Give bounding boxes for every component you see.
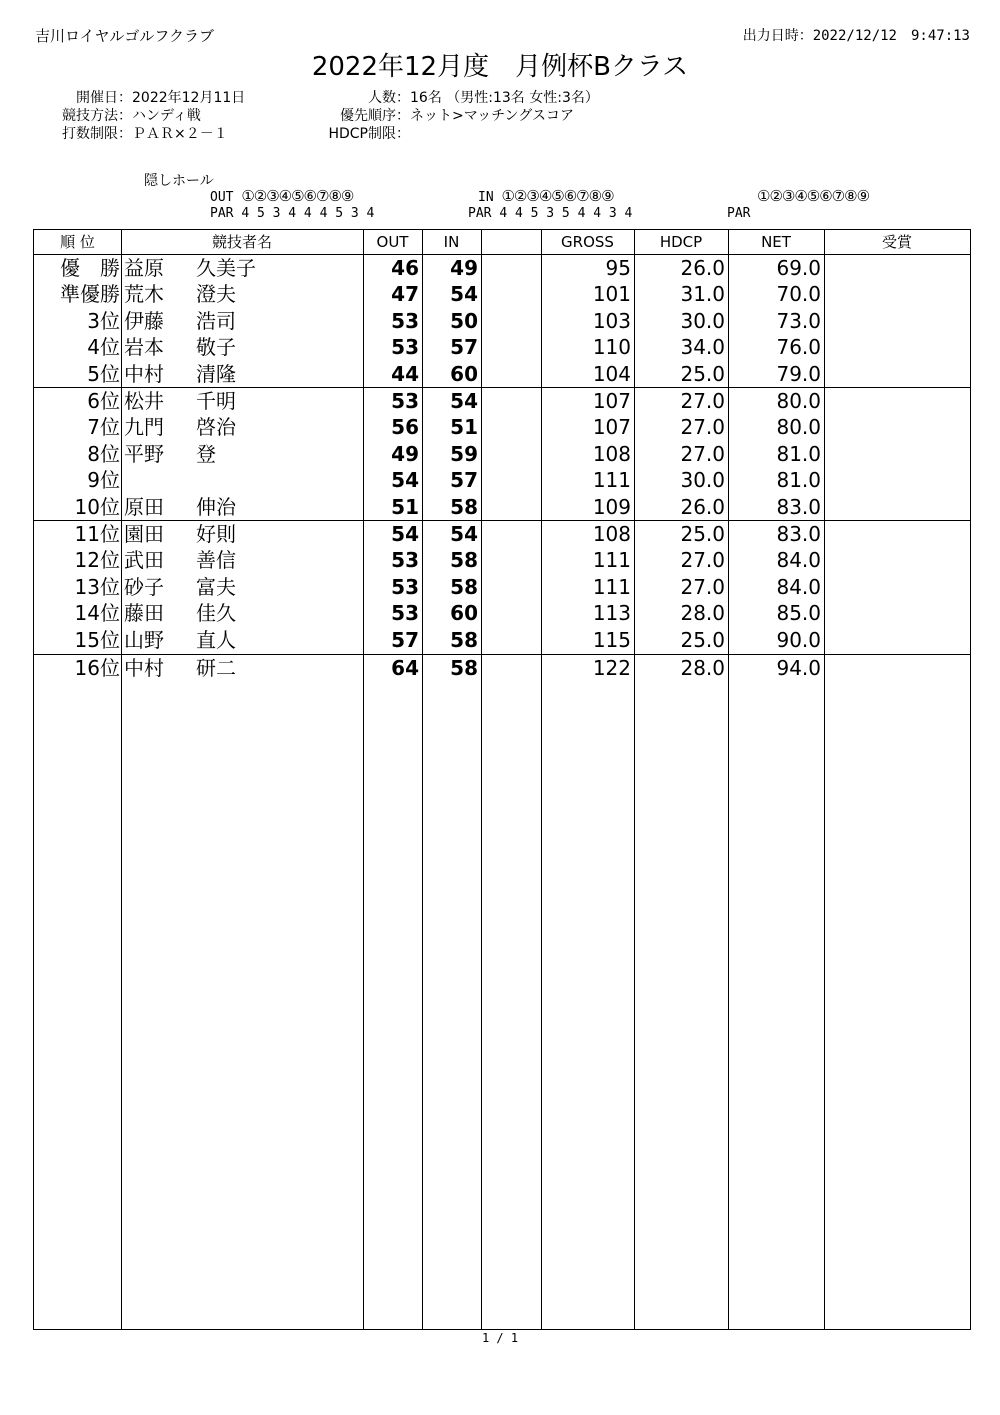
in-cell: 58: [450, 628, 478, 652]
gross-cell: 111: [592, 575, 631, 599]
hdcp-cell: 30.0: [680, 309, 725, 333]
hidden-holes-out: [210, 187, 353, 205]
table-row: [34, 308, 970, 334]
club-name: 吉川ロイヤルゴルフクラブ: [35, 27, 214, 45]
gross-cell: 108: [592, 522, 631, 546]
net-cell: 94.0: [776, 656, 821, 680]
out-par-label: PAR: [210, 206, 234, 221]
header-name: 競技者名: [211, 233, 272, 251]
method-label: 競技方法：: [62, 108, 132, 124]
player-given-name: 佳久: [196, 601, 236, 625]
table-row: [34, 655, 970, 681]
table-row: [34, 467, 970, 493]
out-cell: 53: [391, 389, 419, 413]
player-surname: 武田: [124, 548, 164, 572]
table-row: [34, 441, 970, 467]
net-cell: 84.0: [776, 575, 821, 599]
hdcp-cell: 28.0: [680, 601, 725, 625]
out-cell: 53: [391, 309, 419, 333]
gross-cell: 107: [592, 389, 631, 413]
out-cell: 47: [391, 282, 419, 306]
hdcp-cell: 25.0: [680, 628, 725, 652]
rank-cell: 準優勝: [60, 282, 120, 306]
in-cell: 57: [450, 468, 478, 492]
rank-cell: 15位: [74, 628, 120, 652]
net-cell: 81.0: [776, 442, 821, 466]
hdcp-cell: 27.0: [680, 548, 725, 572]
rank-cell: 7位: [87, 415, 120, 439]
out-cell: 57: [391, 628, 419, 652]
hdcp-cell: 28.0: [680, 656, 725, 680]
header-award: 受賞: [881, 233, 912, 251]
net-cell: 70.0: [776, 282, 821, 306]
header-rank: 順 位: [60, 233, 95, 251]
total-par-row: [727, 206, 750, 221]
player-given-name: 敬子: [196, 335, 236, 359]
player-given-name: 浩司: [196, 309, 236, 333]
hdcp-cell: 25.0: [680, 522, 725, 546]
table-row: [34, 281, 970, 307]
player-surname: 岩本: [124, 335, 164, 359]
out-cell: 51: [391, 495, 419, 519]
net-cell: 69.0: [776, 256, 821, 280]
player-name-cell: [124, 521, 364, 547]
rank-cell: 3位: [87, 309, 120, 333]
player-name-cell: [124, 308, 364, 334]
date-value: 2022年12月11日: [132, 90, 246, 106]
method-value: ハンディ戦: [132, 108, 201, 124]
limit-value: ＰＡＲ×２－１: [132, 126, 228, 142]
hdcp-cell: 34.0: [680, 335, 725, 359]
header-hdcp: HDCP: [659, 233, 703, 251]
player-name-cell: [124, 361, 364, 387]
gross-cell: 122: [592, 656, 631, 680]
in-cell: 58: [450, 548, 478, 572]
out-cell: 49: [391, 442, 419, 466]
net-cell: 84.0: [776, 548, 821, 572]
gross-cell: 104: [592, 362, 631, 386]
in-circles: ①②③④⑤⑥⑦⑧⑨: [501, 187, 614, 205]
player-surname: 園田: [124, 522, 164, 546]
net-cell: 81.0: [776, 468, 821, 492]
net-cell: 83.0: [776, 522, 821, 546]
rank-cell: 8位: [87, 442, 120, 466]
in-cell: 58: [450, 575, 478, 599]
table-row: [34, 521, 970, 547]
in-cell: 60: [450, 362, 478, 386]
hidden-holes-label: 隠しホール: [144, 173, 214, 189]
player-name-cell: [124, 627, 364, 653]
player-surname: 松井: [124, 389, 164, 413]
hdcp-cell: 26.0: [680, 256, 725, 280]
gross-cell: 103: [592, 309, 631, 333]
in-par-label: PAR: [468, 206, 492, 221]
player-surname: 中村: [124, 656, 164, 680]
out-par-row: [210, 206, 374, 221]
hdcp-cell: 31.0: [680, 282, 725, 306]
player-given-name: 千明: [196, 389, 236, 413]
table-row: [34, 255, 970, 281]
gross-cell: 95: [605, 256, 631, 280]
in-cell: 54: [450, 389, 478, 413]
player-surname: 山野: [124, 628, 164, 652]
header-in: IN: [443, 233, 460, 251]
player-name-cell: [124, 281, 364, 307]
gross-cell: 115: [592, 628, 631, 652]
rank-cell: 11位: [74, 522, 120, 546]
player-given-name: 伸治: [196, 495, 236, 519]
player-name-cell: [124, 414, 364, 440]
player-given-name: 研二: [196, 656, 236, 680]
in-par-values: 4 4 5 3 5 4 4 3 4: [499, 206, 633, 221]
player-given-name: 好則: [196, 522, 236, 546]
results-table: [33, 229, 971, 1330]
player-name-cell: [124, 574, 364, 600]
table-row: [34, 547, 970, 573]
out-circles: ①②③④⑤⑥⑦⑧⑨: [241, 187, 354, 205]
gross-cell: 113: [592, 601, 631, 625]
rank-cell: 10位: [74, 495, 120, 519]
table-row: [34, 388, 970, 414]
out-cell: 53: [391, 548, 419, 572]
in-label: IN: [478, 190, 494, 205]
player-name-cell: [124, 388, 364, 414]
out-cell: 53: [391, 335, 419, 359]
in-cell: 59: [450, 442, 478, 466]
info-count: [300, 87, 599, 107]
count-value: 16名 （男性:13名 女性:3名）: [410, 90, 599, 106]
table-row: [34, 414, 970, 440]
printed-timestamp: 出力日時：2022/12/12 9:47:13: [742, 28, 970, 44]
player-name-cell: [124, 467, 364, 493]
player-name-cell: [124, 547, 364, 573]
hdcp-cell: 27.0: [680, 415, 725, 439]
player-given-name: 登: [196, 442, 216, 466]
info-hdcp: [300, 123, 410, 143]
hdcp-cell: 27.0: [680, 389, 725, 413]
out-cell: 53: [391, 601, 419, 625]
table-row: [34, 627, 970, 653]
player-name-cell: [124, 655, 364, 681]
player-given-name: 善信: [196, 548, 236, 572]
out-cell: 56: [391, 415, 419, 439]
net-cell: 76.0: [776, 335, 821, 359]
player-name-cell: [124, 600, 364, 626]
priority-value: ネット>マッチングスコア: [410, 108, 575, 124]
net-cell: 79.0: [776, 362, 821, 386]
rank-cell: 9位: [87, 468, 120, 492]
hdcp-cell: 27.0: [680, 442, 725, 466]
player-name-cell: [124, 441, 364, 467]
player-given-name: 直人: [196, 628, 236, 652]
hidden-holes-total: [757, 187, 869, 205]
in-cell: 57: [450, 335, 478, 359]
net-cell: 73.0: [776, 309, 821, 333]
hdcp-label: HDCP制限：: [328, 126, 410, 142]
rank-cell: 5位: [87, 362, 120, 386]
table-row: [34, 600, 970, 626]
date-label: 開催日：: [76, 90, 132, 106]
out-cell: 54: [391, 468, 419, 492]
out-cell: 46: [391, 256, 419, 280]
in-par-row: [468, 206, 632, 221]
gross-cell: 107: [592, 415, 631, 439]
out-par-values: 4 5 3 4 4 4 5 3 4: [241, 206, 375, 221]
net-cell: 83.0: [776, 495, 821, 519]
total-par-label: PAR: [727, 206, 751, 221]
hdcp-cell: 26.0: [680, 495, 725, 519]
player-surname: 藤田: [124, 601, 164, 625]
rank-cell: 12位: [74, 548, 120, 572]
net-cell: 80.0: [776, 389, 821, 413]
header-net: NET: [761, 233, 791, 251]
info-limit: [0, 123, 228, 143]
net-cell: 85.0: [776, 601, 821, 625]
hdcp-cell: 25.0: [680, 362, 725, 386]
out-cell: 44: [391, 362, 419, 386]
page-title: 2022年12月度 月例杯Bクラス: [311, 52, 689, 82]
in-cell: 54: [450, 282, 478, 306]
gross-cell: 108: [592, 442, 631, 466]
player-given-name: 富夫: [196, 575, 236, 599]
in-cell: 60: [450, 601, 478, 625]
priority-label: 優先順序：: [340, 108, 410, 124]
player-surname: 中村: [124, 362, 164, 386]
info-method: [0, 105, 201, 125]
rank-cell: 14位: [74, 601, 120, 625]
rank-cell: 4位: [87, 335, 120, 359]
net-cell: 80.0: [776, 415, 821, 439]
gross-cell: 111: [592, 548, 631, 572]
out-label: OUT: [210, 190, 234, 205]
player-surname: 原田: [124, 495, 164, 519]
table-row: [34, 334, 970, 360]
in-cell: 51: [450, 415, 478, 439]
player-surname: 伊藤: [124, 309, 164, 333]
table-row: [34, 361, 970, 387]
player-surname: 九門: [124, 415, 164, 439]
player-name-cell: [124, 494, 364, 520]
player-surname: 益原: [124, 256, 164, 280]
total-circles: ①②③④⑤⑥⑦⑧⑨: [757, 187, 870, 205]
rank-cell: 13位: [74, 575, 120, 599]
table-row: [34, 494, 970, 520]
hdcp-cell: 30.0: [680, 468, 725, 492]
header-gross: GROSS: [561, 233, 614, 251]
out-cell: 53: [391, 575, 419, 599]
in-cell: 58: [450, 656, 478, 680]
gross-cell: 111: [592, 468, 631, 492]
rank-cell: 優 勝: [60, 256, 120, 280]
page-number: 1 / 1: [481, 1331, 519, 1345]
hidden-holes-in: [478, 187, 614, 205]
gross-cell: 109: [592, 495, 631, 519]
player-surname: 荒木: [124, 282, 164, 306]
player-given-name: 清隆: [196, 362, 236, 386]
info-date: [0, 87, 245, 107]
in-cell: 49: [450, 256, 478, 280]
net-cell: 90.0: [776, 628, 821, 652]
player-given-name: 久美子: [196, 256, 256, 280]
count-label: 人数：: [368, 90, 410, 106]
gross-cell: 110: [592, 335, 631, 359]
player-name-cell: [124, 255, 364, 281]
player-surname: 平野: [124, 442, 164, 466]
rank-cell: 6位: [87, 389, 120, 413]
player-name-cell: [124, 334, 364, 360]
in-cell: 58: [450, 495, 478, 519]
table-row: [34, 574, 970, 600]
in-cell: 54: [450, 522, 478, 546]
player-given-name: 澄夫: [196, 282, 236, 306]
header-out: OUT: [376, 233, 409, 251]
limit-label: 打数制限：: [62, 126, 132, 142]
hdcp-cell: 27.0: [680, 575, 725, 599]
player-surname: 砂子: [124, 575, 164, 599]
rank-cell: 16位: [74, 656, 120, 680]
player-given-name: 啓治: [196, 415, 236, 439]
info-priority: [300, 105, 574, 125]
out-cell: 64: [391, 656, 419, 680]
out-cell: 54: [391, 522, 419, 546]
in-cell: 50: [450, 309, 478, 333]
gross-cell: 101: [592, 282, 631, 306]
